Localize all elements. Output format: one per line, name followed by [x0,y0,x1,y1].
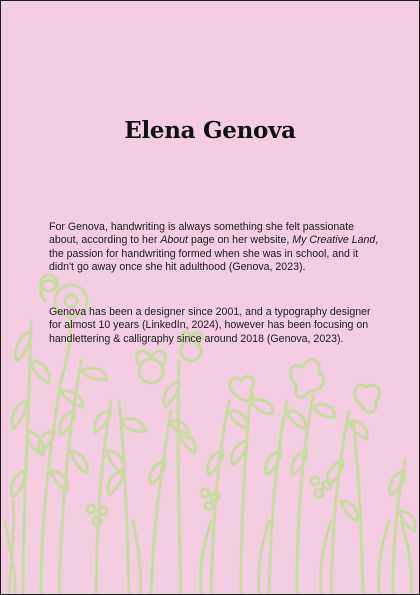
botanical-illustration [1,1,419,594]
intro-text-part2: page on her website, [188,234,293,247]
intro-text-part1: For Genova, handwriting is always something she felt passionate about, according to her [49,221,355,247]
intro-text-part3: , the passion for handwriting formed when she was in school, and it didn't go away once she hit adulthood (Genova, 2023). [49,234,379,273]
career-paragraph: Genova has been a designer since 2001, and a typography designer for almost 10 years (LinkedIn, 2024), however has been focusing on handlettering & calligraphy since around 2018 (Genova, 2023). [49,306,371,345]
website-name: My Creative Land [292,234,376,247]
about-page-reference: About [160,234,188,247]
page-title: Elena Genova [124,117,296,144]
intro-paragraph [49,221,379,274]
